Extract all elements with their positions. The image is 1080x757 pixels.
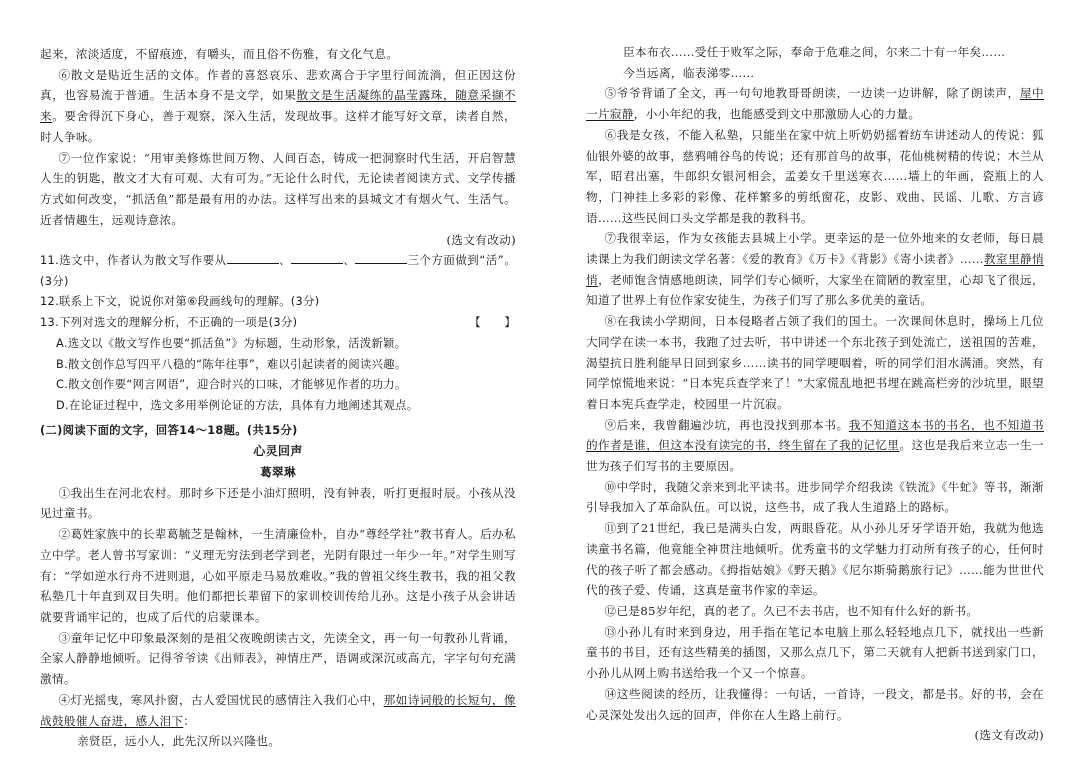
question-13: 13.下列对选文的理解分析，不正确的一项是(3分) 【 】 [40,313,516,334]
underlined-sentence-9: 我不知道这本书的书名，也不知道书的作者是谁，但这本没有读完的书，终生留在了我的记忆里 [586,417,1044,453]
essay-paragraph-6: ⑥散文是贴近生活的文体。作者的喜怒哀乐、悲欢离合于字里行间流淌，但正因这份真，也容易流于普通。生活本身不是文学，如果散文是生活凝练的晶莹露珠，随意采撷不来。要舍得沉下身心，善于观察，深入生活，发现故事。这样才能写好文章，读者自然，时人争咏。 [40,67,516,144]
answer-blank[interactable] [291,251,343,264]
quote-line-2: 臣本布衣……受任于败军之际，奉命于危难之间，尔来二十有一年矣…… [623,45,1006,59]
option-b: B.散文创作总写四平八稳的“陈年往事”，难以引起读者的阅读兴趣。 [56,357,407,371]
article-paragraph-10: ⑩中学时，我随父亲来到北平读书。进步同学介绍我读《铁流》《牛虻》等书，渐渐引导我加入了革命队伍。可以说，这些书，成了我人生道路上的路标。 [586,479,1044,515]
underlined-phrase-5: 屋中一片寂静 [586,86,1045,122]
article-title: 心灵回声 [253,444,303,459]
option-d: D.在论证过程中，选文多用举例论证的方法，具体有力地阐述其观点。 [56,398,419,412]
answer-blank[interactable] [227,251,279,264]
option-c: C.散文创作要“网言网语”，迎合时兴的口味，才能够见作者的功力。 [56,378,407,392]
article-paragraph-3: ③童年记忆中印象最深刻的是祖父夜晚朗读古文，先读全文，再一句一句教孙儿背诵，全家人静静地倾听。记得爷爷读《出师表》，神情庄严，语调或深沉或高亢，字字句句充满激情。 [40,630,516,687]
article-paragraph-12: ⑫已是85岁年纪，真的老了。久已不去书店，也不知有什么好的新书。 [604,603,979,618]
article-paragraph-1: ①我出生在河北农村。那时乡下还是小油灯照明，没有钟表，听打更报时辰。小孩从没见过童书。 [40,485,516,521]
question-12: 12.联系上下文，说说你对第⑥段画线句的理解。(3分) [40,295,320,309]
article-paragraph-13: ⑬小孙儿有时来到身边，用手指在笔记本电脑上那么轻轻地点几下，就找出一些新童书的书目，还有这些精美的插图，又那么点几下，第二天就有人把新书送到家门口，小孙儿从网上购书送给我一个又一个惊喜。 [586,624,1044,681]
quote-line-1: 亲贤臣，远小人，此先汉所以兴隆也。 [77,734,281,749]
left-column [40,44,516,752]
essay-paragraph-5-end: 起来，浓淡适度，不留痕迹，有嚼头，而且俗不伤雅，有文化气息。 [40,47,399,61]
quote-line-3: 今当远离，临表涕零…… [623,65,755,80]
article-paragraph-6: ⑥我是女孩，不能入私塾，只能坐在家中炕上听奶奶摇着纺车讲述动人的传说：狐仙银外婆的故事，慈鸦哺谷鸟的传说；还有那首鸟的故事，花仙桃树精的传说；木兰从军，昭君出塞，牛郎织女银河相会，孟姜女千里送寒衣……墙上的年画，瓷瓶上的人物，门神挂上多彩的彩像、花样繁多的剪纸窗花，皮影、戏曲、民谣、儿歌、方言谚语……这些民间口头文学都是我的教科书。 [586,127,1044,225]
source-note: (选文有改动) [446,233,516,248]
article-paragraph-11: ⑪到了21世纪，我已是满头白发，两眼昏花。从小孙儿牙牙学语开始，我就为他选读童书名篇，他竟能全神贯注地倾听。优秀童书的文学魅力打动所有孩子的心，任何时代的孩子听了都会感动。《拇指姑娘》《野天鹅》《尼尔斯骑鹅旅行记》……能为世世代代的孩子爱、传诵，这真是童书作家的幸运。 [586,521,1044,598]
essay-paragraph-7: ⑦一位作家说：“用审美修炼世间万物、人间百态，铸成一把洞察时代生活，开启智慧人生的钥匙，散文才大有可观、大有可为。”无论什么时代，无论读者阅读方式、文学传播方式如何改变，“抓活鱼”都是最有用的办法。这样写出来的县城文才有烟火气、生活气。近者情趣生，远观诗意浓。 [40,150,516,227]
article-paragraph-7: ⑦我很幸运，作为女孩能去县城上小学。更幸运的是一位外地来的女老师，每日晨读课上为我们朗读文学名著：《爱的教育》《万卡》《背影》《寄小读者》……教室里静悄悄，老师饱含情感地朗读，同学们专心倾听，大家坐在简陋的教室里，心却飞了很远，知道了世界上有位作家安徒生，为孩子们写了那么多优美的童话。 [586,231,1044,308]
section-heading: (二)阅读下面的文字，回答14～18题。(共15分) [40,423,298,437]
article-paragraph-2: ②葛姓家族中的长辈葛毓芝是翰林，一生清廉俭朴，自办“尊经学社”教书育人。后办私立中学。老人曾书写家训：“义理无穷法到老学到老，光阴有限过一年少一年。”对学生则写有：“学如逆水行舟不进则退，心如平原走马易放难收。”我的曾祖父终生教书，我的祖父教私塾几十年直到双目失明。他们都把长辈留下的家训校训传给儿孙。这是小孩子从会讲话就要背诵牢记的，也成了后代的启蒙课本。 [40,527,516,624]
article-paragraph-9: ⑨后来，我曾翻遍沙坑，再也没找到那本书。我不知道这本书的书名，也不知道书的作者是谁，但这本没有读完的书，终生留在了我的记忆里。这也是我后来立志一生一世为孩子们写书的主要原因。 [586,417,1045,474]
underlined-sentence-6: 散文是生活凝练的晶莹露珠，随意采撷不来 [40,88,516,124]
option-a: A.选文以《散文写作也要“抓活鱼”》为标题，生动形象，活泼新颖。 [56,336,407,350]
article-paragraph-4: ④灯光摇曳，寒风扑窗，古人爱国忧民的感情注入我们心中，那如诗词般的长短句，像战鼓般催人奋进，感人泪下： [40,692,517,728]
answer-blank[interactable] [355,251,407,264]
article-paragraph-8: ⑧在我读小学期间，日本侵略者占领了我们的国土。一次课间休息时，操场上几位大同学在读一本书，我跑了过去听，书中讲述一个东北孩子到处流亡，送祖国的苦难，渴望抗日胜利能早日回到家乡……读书的同学哽咽着，听的同学们泪水满涌。突然，有同学惊慌地来说：“日本宪兵查学来了！”大家慌乱地把书埋在跳高栏旁的沙坑里，眼望着日本宪兵查学走，校园里一片沉寂。 [586,314,1044,411]
source-note: (选文有改动) [974,728,1044,743]
underlined-phrase-7: 教室里静悄悄 [586,252,1044,287]
article-paragraph-5: ⑤爷爷背诵了全文，再一句句地教哥哥朗读，一边读一边讲解，除了朗读声，屋中一片寂静，小小年纪的我，也能感受到文中那激励人心的力量。 [586,86,1045,122]
article-paragraph-14: ⑭这些阅读的经历，让我懂得：一句话，一首诗，一段文，都是书。好的书，会在心灵深处发出久远的回声，伴你在人生路上前行。 [586,686,1044,722]
underlined-sentence-4: 那如诗词般的长短句，像战鼓般催人奋进，感人泪下 [40,692,517,728]
answer-bracket[interactable]: 【 】 [469,316,516,330]
article-author: 葛翠琳 [260,465,296,480]
question-11: 11.选文中，作者认为散文写作要从 、 、 三个方面做到“活”。(3分) [40,251,516,292]
right-column [586,42,1044,746]
